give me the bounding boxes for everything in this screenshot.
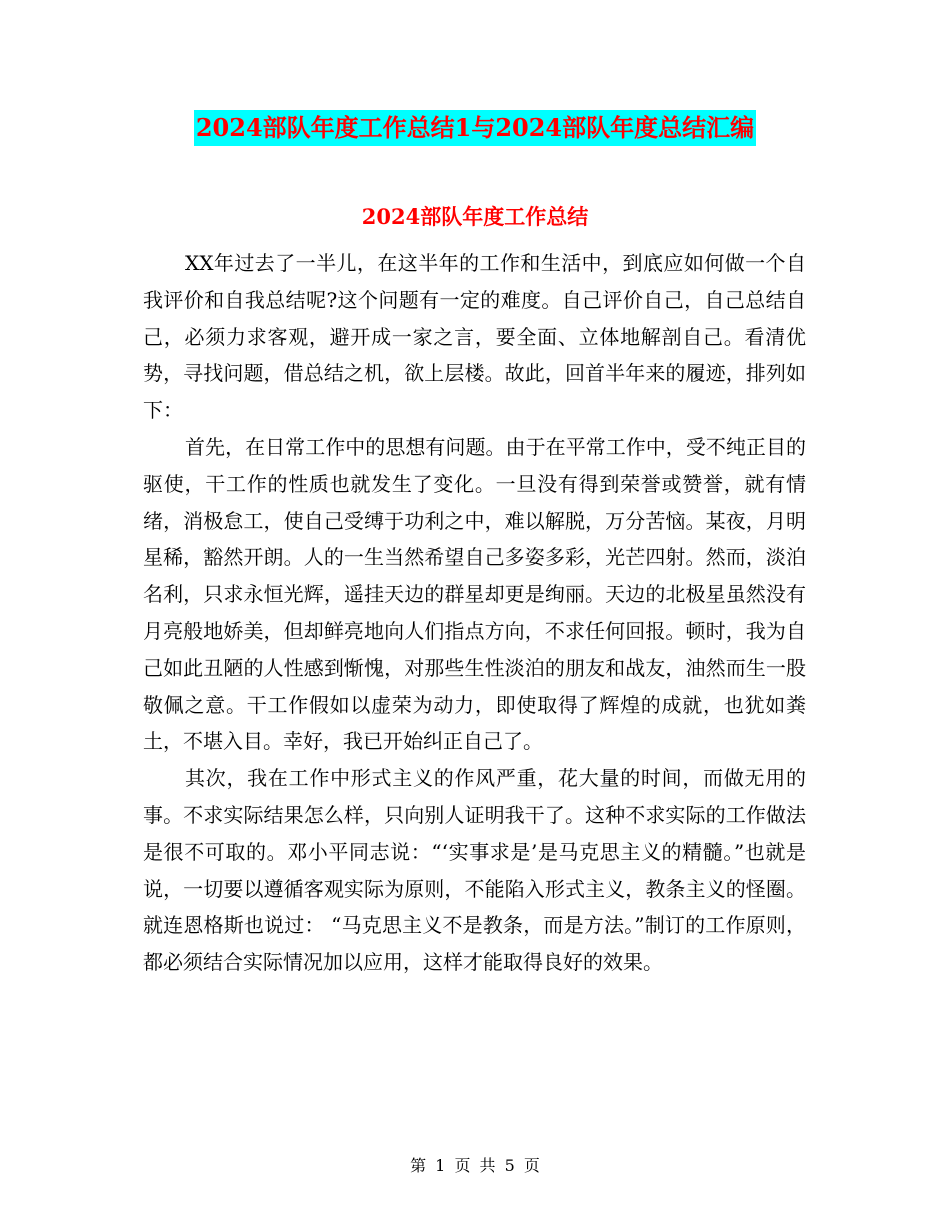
document-title: 2024部队年度工作总结1与2024部队年度总结汇编: [194, 110, 756, 146]
document-body: [143, 245, 806, 981]
paragraph: XX年过去了一半儿，在这半年的工作和生活中，到底应如何做一个自我评价和自我总结呢?这个问题有一定的难度。自己评价自己，自己总结自己，必须力求客观，避开成一家之言，要全面、立体地解剖自己。看清优势，寻找问题，借总结之机，欲上层楼。故此，回首半年来的履迹，排列如下：: [143, 251, 806, 423]
page-footer: 第 1 页 共 5 页: [410, 1156, 540, 1175]
paragraph: 首先，在日常工作中的思想有问题。由于在平常工作中，受不纯正目的驱使，干工作的性质也就发生了变化。一旦没有得到荣誉或赞誉，就有情绪，消极怠工，使自己受缚于功利之中，难以解脱，万分苦恼。某夜，月明星稀，豁然开朗。人的一生当然希望自己多姿多彩，光芒四射。然而，淡泊名利，只求永恒光辉，遥挂天边的群星却更是绚丽。天边的北极星虽然没有月亮般地娇美，但却鲜亮地向人们指点方向，不求任何回报。顿时，我为自己如此丑陋的人性感到惭愧，对那些生性淡泊的朋友和战友，油然而生一股敬佩之意。干工作假如以虚荣为动力，即使取得了辉煌的成就，也犹如粪土，不堪入目。幸好，我已开始纠正自己了。: [143, 434, 806, 754]
paragraph: 其次，我在工作中形式主义的作风严重，花大量的时间，而做无用的事。不求实际结果怎么样，只向别人证明我干了。这种不求实际的工作做法是很不可取的。邓小平同志说：“‘实事求是’是马克思主义的精髓。”也就是说，一切要以遵循客观实际为原则，不能陷入形式主义，教条主义的怪圈。就连恩格斯也说过： “马克思主义不是教条，而是方法。”制订的工作原则，都必须结合实际情况加以应用，这样才能取得良好的效果。: [143, 766, 806, 975]
document-title-container: [0, 110, 950, 146]
section-title: 2024部队年度工作总结: [361, 204, 589, 229]
